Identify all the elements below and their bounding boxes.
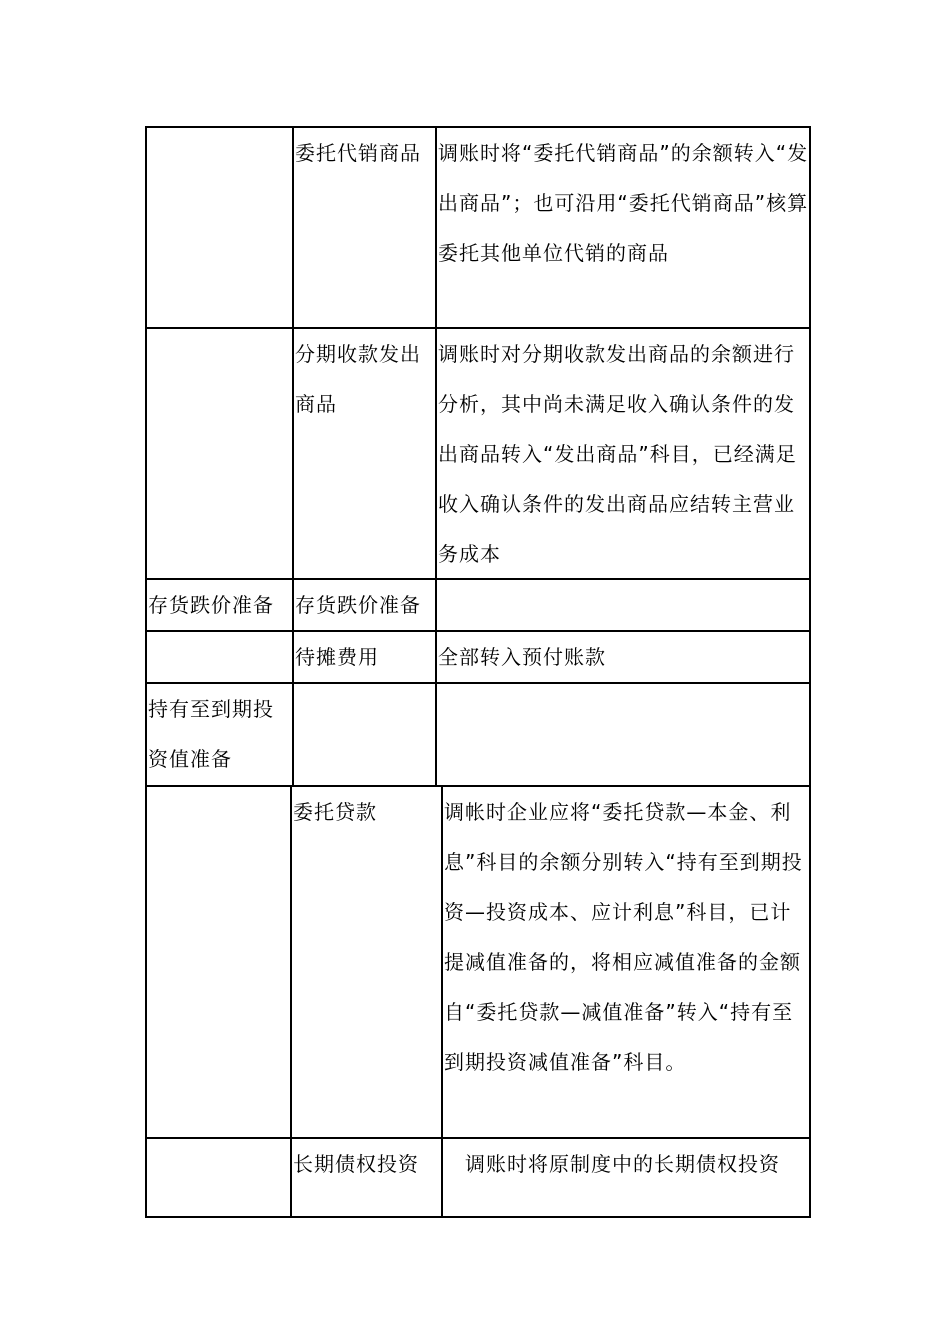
left-border	[145, 682, 147, 785]
left-border	[145, 578, 147, 630]
right-border	[809, 682, 811, 785]
old-account-cell: 分期收款发出商品	[295, 342, 421, 416]
column-divider	[435, 630, 437, 682]
left-border	[145, 785, 147, 1137]
conversion-note-cell: 调账时将“委托代销商品”的余额转入“发出商品”；也可沿用“委托代销商品”核算委托其他单位代销的商品	[438, 141, 809, 265]
old-account-cell: 委托贷款	[293, 800, 377, 824]
column-divider	[292, 327, 294, 578]
column-divider	[292, 630, 294, 682]
column-divider	[435, 578, 437, 630]
right-border	[809, 630, 811, 682]
left-border	[145, 327, 147, 578]
right-border	[809, 578, 811, 630]
column-divider	[290, 1137, 292, 1218]
conversion-note-cell: 调账时对分期收款发出商品的余额进行分析，其中尚未满足收入确认条件的发出商品转入“发出商品”科目，已经满足收入确认条件的发出商品应结转主营业务成本	[438, 342, 797, 566]
column-divider	[290, 785, 292, 1137]
right-border	[809, 1137, 811, 1218]
column-divider	[292, 682, 294, 785]
left-border	[145, 630, 147, 682]
left-border	[145, 1137, 147, 1218]
old-account-cell: 委托代销商品	[295, 141, 421, 165]
old-account-cell: 待摊费用	[295, 645, 379, 669]
conversion-note-cell: 全部转入预付账款	[438, 645, 606, 669]
column-divider	[292, 578, 294, 630]
new-account-cell: 持有至到期投资值准备	[148, 697, 274, 771]
column-divider	[441, 1137, 443, 1218]
right-border	[809, 327, 811, 578]
column-divider	[435, 126, 437, 327]
left-border	[145, 126, 147, 327]
old-account-cell: 存货跌价准备	[295, 593, 421, 617]
new-account-cell: 存货跌价准备	[148, 593, 274, 617]
column-divider	[292, 126, 294, 327]
right-border	[809, 126, 811, 327]
old-account-cell: 长期债权投资	[293, 1152, 419, 1176]
column-divider	[435, 682, 437, 785]
conversion-note-cell: 调帐时企业应将“委托贷款—本金、利息”科目的余额分别转入“持有至到期投资—投资成本、应计利息”科目，已计提减值准备的，将相应减值准备的金额自“委托贷款—减值准备”转入“持有至到期投资减值准备”科目。	[444, 800, 803, 1074]
table-bottom-border	[145, 1216, 811, 1218]
column-divider	[435, 327, 437, 578]
right-border	[809, 785, 811, 1137]
column-divider	[441, 785, 443, 1137]
conversion-note-cell: 调账时将原制度中的长期债权投资	[444, 1152, 780, 1176]
